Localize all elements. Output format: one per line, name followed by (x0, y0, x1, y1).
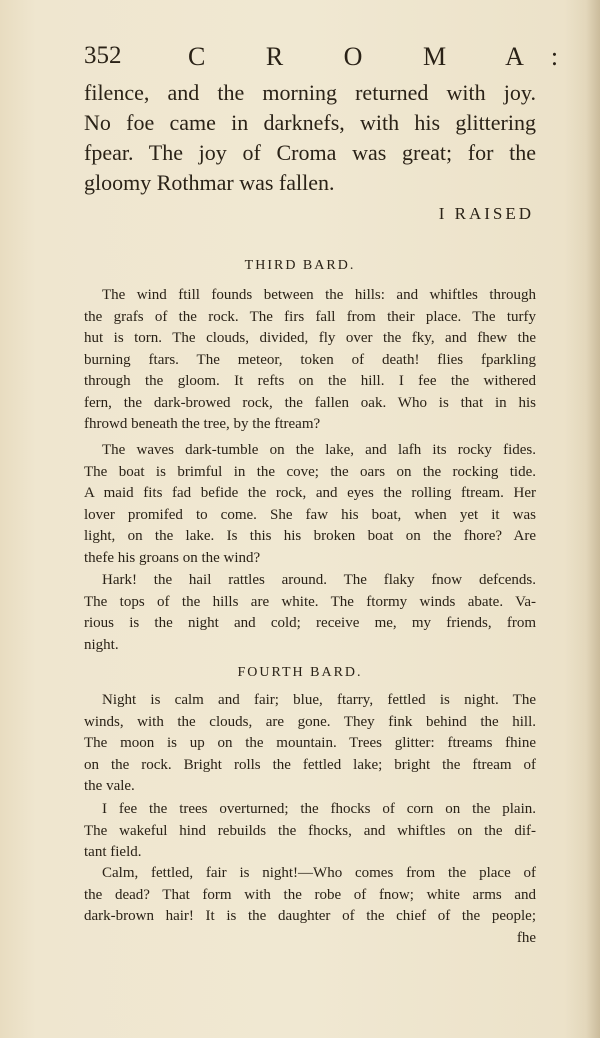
text-line: Night is calm and fair; blue, ftarry, fettled is night. The (102, 692, 536, 708)
text-line: The wind ftill founds between the hills: and whiftles through (102, 287, 536, 303)
text-line: the grafs of the rock. The firs fall from their place. The turfy (84, 308, 536, 325)
text-line: gloomy Rothmar was fallen. (84, 170, 335, 195)
text-line: night. (84, 636, 119, 653)
text-line: fhrowd beneath the tree, by the ftream? (84, 416, 321, 432)
text-line: lover promifed to come. She faw his boat, when yet it was (84, 506, 536, 523)
text-line: Hark! the hail rattles around. The flaky fnow defcends. (102, 572, 536, 588)
text-line: Calm, fettled, fair is night!—Who comes from the place of (102, 865, 536, 881)
page-number: 352 (84, 42, 122, 69)
text-line: thefe his groans on the wind? (84, 549, 261, 566)
text-line: tant field. (84, 844, 142, 860)
text-line: A maid fits fad befide the rock, and eyes the rolling ftream. Her (84, 485, 536, 501)
catchword-top: I RAISED (438, 204, 534, 223)
page-edge-shadow (586, 0, 600, 1038)
text-line: on the rock. Bright rolls the fettled lake; bright the ftream of (84, 756, 536, 773)
section-heading-third-bard: THIRD BARD. (244, 258, 356, 273)
text-line: filence, and the morning returned with joy. (84, 80, 536, 105)
text-line: through the gloom. It refts on the hill. I fee the withered (84, 373, 536, 389)
text-line: I fee the trees overturned; the fhocks of corn on the plain. (102, 801, 536, 817)
text-line: The wakeful hind rebuilds the fhocks, and whiftles on the dif- (84, 822, 536, 839)
text-line: rious is the night and cold; receive me, my friends, from (84, 615, 536, 631)
text-line: fpear. The joy of Croma was great; for the (84, 140, 536, 165)
text-line: The tops of the hills are white. The ftormy winds abate. Va- (84, 593, 536, 610)
text-line: dark-brown hair! It is the daughter of the chief of the people; (84, 908, 536, 924)
section-heading-fourth-bard: FOURTH BARD. (237, 665, 363, 680)
third-bard-paragraph-2 (84, 440, 536, 569)
fourth-bard-paragraph-1 (84, 690, 536, 798)
opening-paragraph (84, 78, 536, 198)
text-line: the dead? That form with the robe of fnow; white arms and (84, 886, 536, 903)
third-bard-paragraph-3 (84, 570, 536, 656)
text-line: fern, the dark-browed rock, the fallen oak. Who is that in his (84, 394, 536, 411)
third-bard-paragraph-1 (84, 285, 536, 436)
text-line: winds, with the clouds, are gone. They fink behind the hill. (84, 713, 536, 730)
text-line: The waves dark-tumble on the lake, and lafh its rocky fides. (102, 442, 536, 458)
page-header (84, 40, 586, 76)
text-line: light, on the lake. Is this his broken boat on the fhore? Are (84, 528, 536, 544)
text-line: hut is torn. The clouds, divided, fly over the fky, and fhew the (84, 330, 536, 346)
running-title: C R O M A: (188, 42, 586, 71)
catchword-bottom: fhe (516, 930, 536, 946)
fourth-bard-paragraph-2 (84, 799, 536, 864)
text-line: The boat is brimful in the cove; the oars on the rocking tide. (84, 463, 536, 480)
text-line: The moon is up on the mountain. Trees glitter: ftreams fhine (84, 735, 536, 751)
fourth-bard-paragraph-3 (84, 863, 536, 928)
text-line: the vale. (84, 778, 135, 794)
text-line: burning ftars. The meteor, token of death! flies fparkling (84, 351, 536, 368)
text-line: No foe came in darknefs, with his glittering (84, 110, 536, 135)
